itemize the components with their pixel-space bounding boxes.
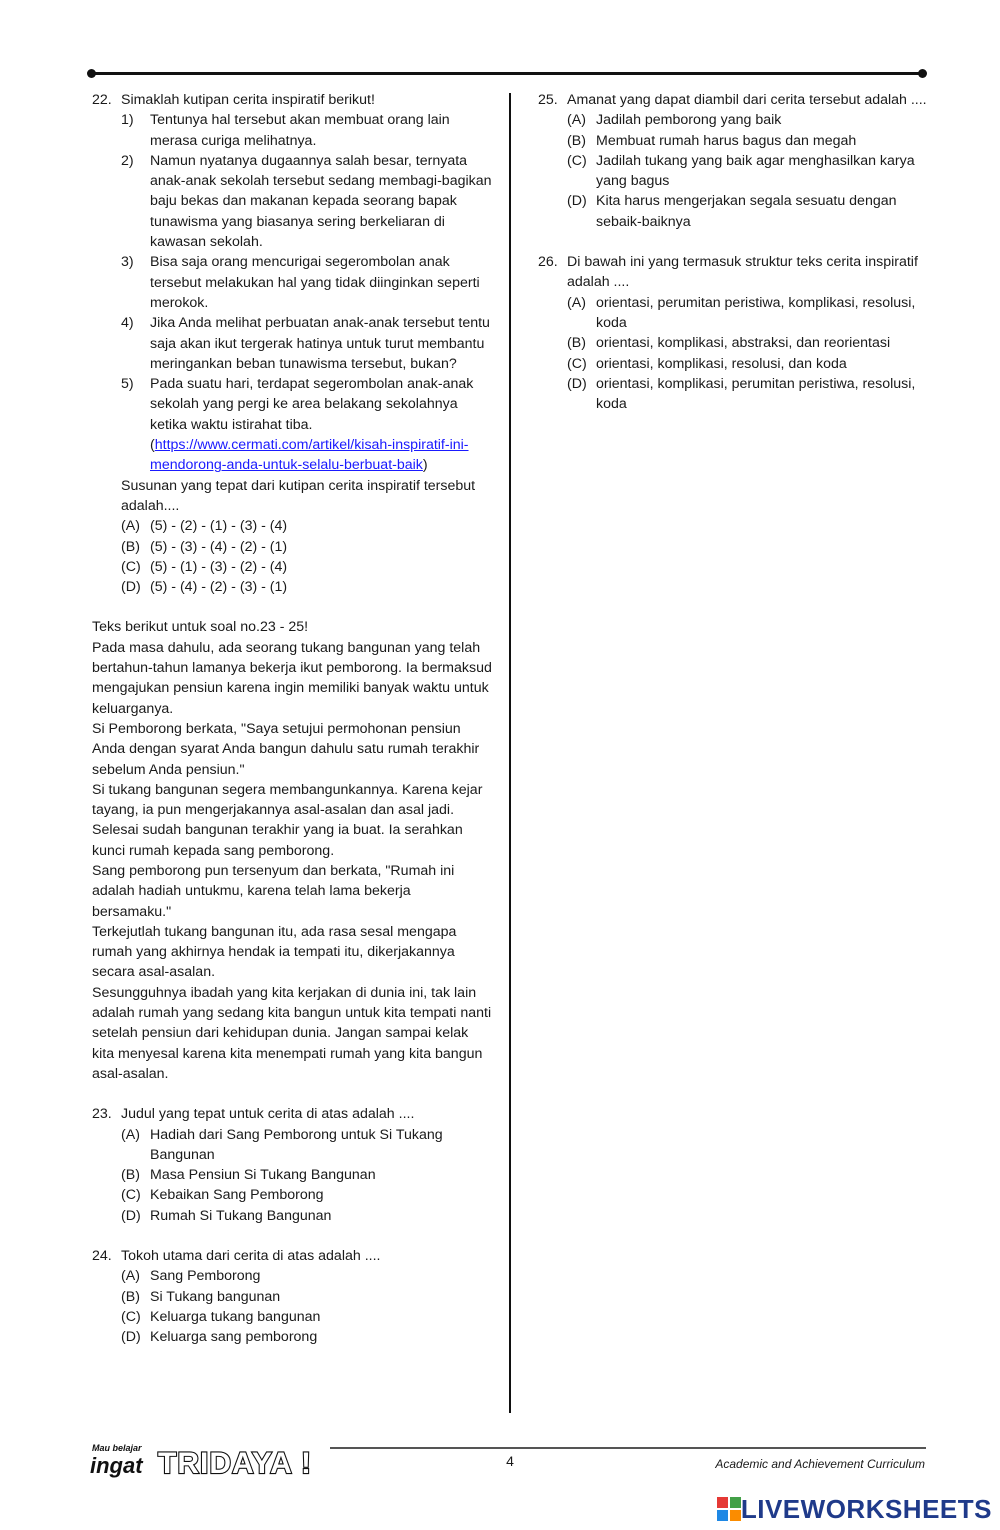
tridaya-logo [90,1437,340,1487]
statement-label: 5) [121,376,134,393]
statement-text-body: Pada suatu hari, terdapat segerombolan anak-anak sekolah yang pergi ke area belakang sekolahnya ketika waktu istirahat tiba. [150,376,474,433]
option-item[interactable] [121,557,492,577]
option-text: Sang Pemborong [150,1268,261,1285]
option-text: Keluarga sang pemborong [150,1329,318,1346]
option-text: Kebaikan Sang Pemborong [150,1187,324,1204]
question-24 [92,1246,492,1266]
option-label: (B) [567,335,586,352]
option-item[interactable] [121,577,492,597]
top-rule-dot-right [918,69,927,78]
option-list [567,293,928,415]
option-label: (C) [121,1187,141,1204]
page-number: 4 [506,1453,514,1469]
option-label: (A) [121,1126,140,1143]
liveworksheets-watermark[interactable] [717,1493,992,1525]
top-rule [92,72,922,75]
logo-word: ingat [90,1453,143,1478]
statement-item [121,110,492,151]
option-item[interactable] [567,374,928,415]
left-column [92,90,492,1348]
passage-paragraph: Sesungguhnya ibadah yang kita kerjakan di dunia ini, tak lain adalah rumah yang sedang kita bangun untuk kita tempati nanti setelah pensiun dari kehidupan dunia. Jangan sampai kelak kita menyesal karena kita menempati rumah yang kita bangun asal-asalan. [92,984,492,1082]
question-23 [92,1104,492,1124]
statement-list [121,110,492,475]
option-item[interactable] [567,354,928,374]
footer-rule [330,1447,926,1449]
option-label: (A) [121,518,140,535]
question-text: Di bawah ini yang termasuk struktur teks cerita inspiratif adalah .... [567,254,918,291]
statement-label: 4) [121,315,134,332]
statement-text: Namun nyatanya dugaannya salah besar, ternyata anak-anak sekolah tersebut sedang membagi-bagikan baju bekas dan makanan kepada seorang bapak tunawisma yang biasanya sering berkeliaran di kawasan sekolah. [150,152,492,251]
option-text: Hadiah dari Sang Pemborong untuk Si Tukang Bangunan [150,1126,443,1163]
question-number: 23. [92,1106,112,1123]
option-item[interactable] [567,293,928,334]
option-label: (D) [121,1207,141,1224]
passage [92,617,492,1084]
option-item[interactable] [121,1125,492,1166]
option-text: orientasi, perumitan peristiwa, komplikasi, resolusi, koda [596,294,916,331]
option-text: (5) - (4) - (2) - (3) - (1) [150,579,288,596]
passage-heading: Teks berikut untuk soal no.23 - 25! [92,619,309,636]
option-label: (B) [121,1167,140,1184]
question-22 [92,90,492,110]
question-text: Amanat yang dapat diambil dari cerita tersebut adalah .... [567,92,927,108]
option-text: Jadilah pemborong yang baik [596,112,782,129]
statement-text: Pada suatu hari, terdapat segerombolan anak-anak sekolah yang pergi ke area belakang sekolahnya ketika waktu istirahat tiba. (https://www.cermati.com/artikel/kisah-inspiratif-ini-mendorong-anda-untuk-selalu-berbuat-baik) [150,376,474,474]
logo-tagline: Mau belajar [92,1443,142,1453]
option-text: orientasi, komplikasi, resolusi, dan koda [596,355,847,372]
option-text: Si Tukang bangunan [150,1288,281,1305]
question-text: Tokoh utama dari cerita di atas adalah .... [121,1248,381,1265]
statement-item [121,374,492,475]
option-item[interactable] [121,1307,492,1327]
option-label: (B) [121,1288,140,1305]
passage-paragraph: Terkejutlah tukang bangunan itu, ada rasa sesal mengapa rumah yang akhirnya hendak ia tempati itu, dikerjakannya secara asal-asalan. [92,923,457,981]
option-item[interactable] [567,151,928,192]
statement-label: 2) [121,152,134,169]
option-item[interactable] [121,516,492,536]
option-text: (5) - (3) - (4) - (2) - (1) [150,538,288,555]
option-item[interactable] [567,191,928,232]
option-item[interactable] [121,1185,492,1205]
option-item[interactable] [567,110,928,130]
passage-paragraph: Sang pemborong pun tersenyum dan berkata, "Rumah ini adalah hadiah untukmu, karena telah lama bekerja bersamaku." [92,862,455,920]
option-label: (B) [121,538,140,555]
liveworksheets-text: LIVEWORKSHEETS [740,1493,992,1524]
option-text: (5) - (1) - (3) - (2) - (4) [150,558,288,575]
question-text: Judul yang tepat untuk cerita di atas adalah .... [121,1106,415,1123]
statement-label: 3) [121,254,134,271]
question-number: 26. [538,254,558,271]
option-list [121,1266,492,1347]
option-item[interactable] [121,537,492,557]
statement-item [121,252,492,313]
statement-text: Tentunya hal tersebut akan membuat orang lain merasa curiga melihatnya. [150,112,450,149]
question-number: 22. [92,92,112,108]
option-item[interactable] [121,1287,492,1307]
option-label: (D) [121,1329,141,1346]
option-label: (C) [567,355,587,372]
option-item[interactable] [567,131,928,151]
option-text: Kita harus mengerjakan segala sesuatu dengan sebaik-baiknya [596,193,897,230]
right-column [538,90,928,414]
question-number: 25. [538,92,558,108]
passage-paragraph: Si tukang bangunan segera membangunkannya. Karena kejar tayang, ia pun mengerjakannya asal-asalan dan asal jadi. Selesai sudah bangunan terakhir yang ia buat. Ia serahkan kunci rumah kepada sang pemborong. [92,781,483,859]
liveworksheets-icon [717,1497,741,1521]
option-list [567,110,928,232]
option-text: orientasi, komplikasi, abstraksi, dan reorientasi [596,335,891,352]
option-label: (C) [567,152,587,169]
option-label: (A) [567,112,586,129]
column-divider [509,93,511,1413]
option-label: (A) [567,294,586,311]
option-text: Masa Pensiun Si Tukang Bangunan [150,1167,376,1184]
option-text: Keluarga tukang bangunan [150,1308,321,1325]
option-label: (D) [567,193,587,210]
option-text: Jadilah tukang yang baik agar menghasilkan karya yang bagus [596,152,915,190]
option-label: (C) [121,558,141,575]
source-link[interactable]: https://www.cermati.com/artikel/kisah-inspiratif-ini-mendorong-anda-untuk-selalu-berbuat-baik [150,437,469,474]
option-label: (D) [121,579,141,596]
statement-label: 1) [121,112,134,129]
option-item[interactable] [121,1206,492,1226]
option-item[interactable] [121,1165,492,1185]
top-rule-dot-left [87,69,96,78]
option-text: (5) - (2) - (1) - (3) - (4) [150,518,288,535]
option-list [121,1125,492,1226]
statement-text: Bisa saja orang mencurigai segerombolan anak tersebut melakukan hal yang tidak diinginkan seperti merokok. [150,254,480,311]
statement-item [121,313,492,374]
option-label: (C) [121,1308,141,1325]
question-25 [538,90,928,110]
option-list [121,516,492,597]
option-label: (A) [121,1268,140,1285]
question-26 [538,252,928,293]
option-text: orientasi, komplikasi, perumitan peristiwa, resolusi, koda [596,375,916,413]
option-text: Rumah Si Tukang Bangunan [150,1207,332,1224]
statement-item [121,151,492,252]
question-22-stem: Susunan yang tepat dari kutipan cerita inspiratif tersebut adalah.... [121,477,476,514]
question-prompt: Simaklah kutipan cerita inspiratif berikut! [121,92,375,108]
logo-brand: TRIDAYA ! [158,1447,313,1480]
option-text: Membuat rumah harus bagus dan megah [596,132,857,149]
option-item[interactable] [567,333,928,353]
passage-paragraph: Pada masa dahulu, ada seorang tukang bangunan yang telah bertahun-tahun lamanya bekerja ikut pemborong. Ia bermaksud mengajukan pensiun karena ingin memiliki banyak waktu untuk keluarganya. [92,639,492,717]
option-item[interactable] [121,1327,492,1347]
option-label: (D) [567,375,587,392]
option-item[interactable] [121,1266,492,1286]
option-label: (B) [567,132,586,149]
passage-paragraph: Si Pemborong berkata, "Saya setujui permohonan pensiun Anda dengan syarat Anda bangun dahulu satu rumah terakhir sebelum Anda pensiun." [92,720,480,778]
curriculum-label: Academic and Achievement Curriculum [715,1457,925,1471]
question-number: 24. [92,1248,112,1265]
statement-text: Jika Anda melihat perbuatan anak-anak tersebut tentu saja akan ikut tergerak hatinya untuk turut membantu meringankan beban tunawisma tersebut, bukan? [150,315,490,372]
